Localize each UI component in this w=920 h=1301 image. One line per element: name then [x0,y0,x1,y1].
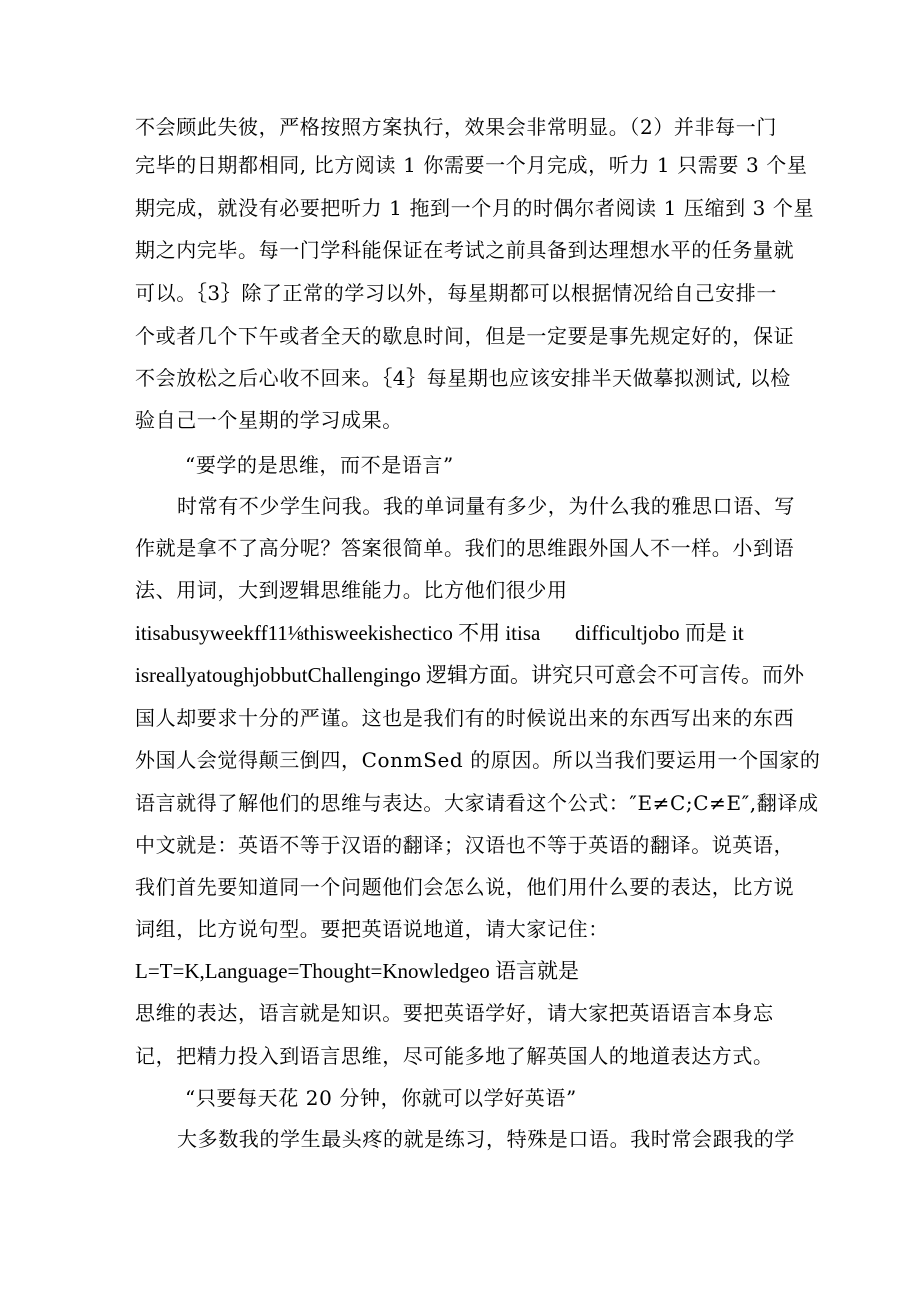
text-line: 国人却要求十分的严谨。这也是我们有的时候说出来的东西写出来的东西 [135,706,795,730]
text-line: 我们首先要知道同一个问题他们会怎么说，他们用什么要的表达，比方说 [135,875,795,899]
text-line: 时常有不少学生问我。我的单词量有多少，为什么我的雅思口语、写 [177,494,795,518]
section-heading: “只要每天花 20 分钟，你就可以学好英语” [185,1086,577,1110]
text-line: L=T=K,Language=Thought=Knowledgeo 语言就是 [135,959,579,983]
text-line: 记，把精力投入到语言思维，尽可能多地了解英国人的地道表达方式。 [135,1044,774,1068]
text-line: 不会放松之后心收不回来。｛4｝每星期也应该安排半天做摹拟测试, 以检 [135,366,791,390]
text-line: 不会顾此失彼，严格按照方案执行，效果会非常明显。（2）并非每一门 [135,115,777,139]
text-line: 可以。｛3｝除了正常的学习以外，每星期都可以根据情况给自己安排一 [135,281,777,305]
text-line: itisabusyweekff11⅛thisweekishectico 不用 itisa [135,621,541,645]
text-line: difficultjobo 而是 it [575,621,744,645]
text-line: 大多数我的学生最头疼的就是练习，特殊是口语。我时常会跟我的学 [177,1127,795,1151]
text-line: 中文就是：英语不等于汉语的翻译；汉语也不等于英语的翻译。说英语， [135,833,795,857]
text-line: 词组，比方说句型。要把英语说地道，请大家记住： [135,917,609,941]
text-line: isreallyatoughjobbutChallengingo 逻辑方面。讲究只可意会不可言传。而外 [135,663,805,687]
text-line: 法、用词，大到逻辑思维能力。比方他们很少用 [135,578,568,602]
text-line: 思维的表达，语言就是知识。要把英语学好，请大家把英语语言本身忘 [135,1001,774,1025]
section-heading: “要学的是思维，而不是语言” [185,453,454,477]
text-line: 完毕的日期都相同, 比方阅读 1 你需要一个月完成，听力 1 只需要 3 个星 [135,153,808,177]
text-line: 验自己一个星期的学习成果。 [135,408,403,432]
text-line: 个或者几个下午或者全天的歇息时间，但是一定要是事先规定好的，保证 [135,324,795,348]
text-line: 作就是拿不了高分呢？答案很简单。我们的思维跟外国人不一样。小到语 [135,536,795,560]
text-line: 语言就得了解他们的思维与表达。大家请看这个公式：″E≠C;C≠E″,翻译成 [135,791,819,815]
text-line: 外国人会觉得颠三倒四，ConmSed 的原因。所以当我们要运用一个国家的 [135,748,821,772]
text-line: 期之内完毕。每一门学科能保证在考试之前具备到达理想水平的任务量就 [135,238,795,262]
text-line: 期完成，就没有必要把听力 1 拖到一个月的时偶尔者阅读 1 压缩到 3 个星 [135,196,815,220]
